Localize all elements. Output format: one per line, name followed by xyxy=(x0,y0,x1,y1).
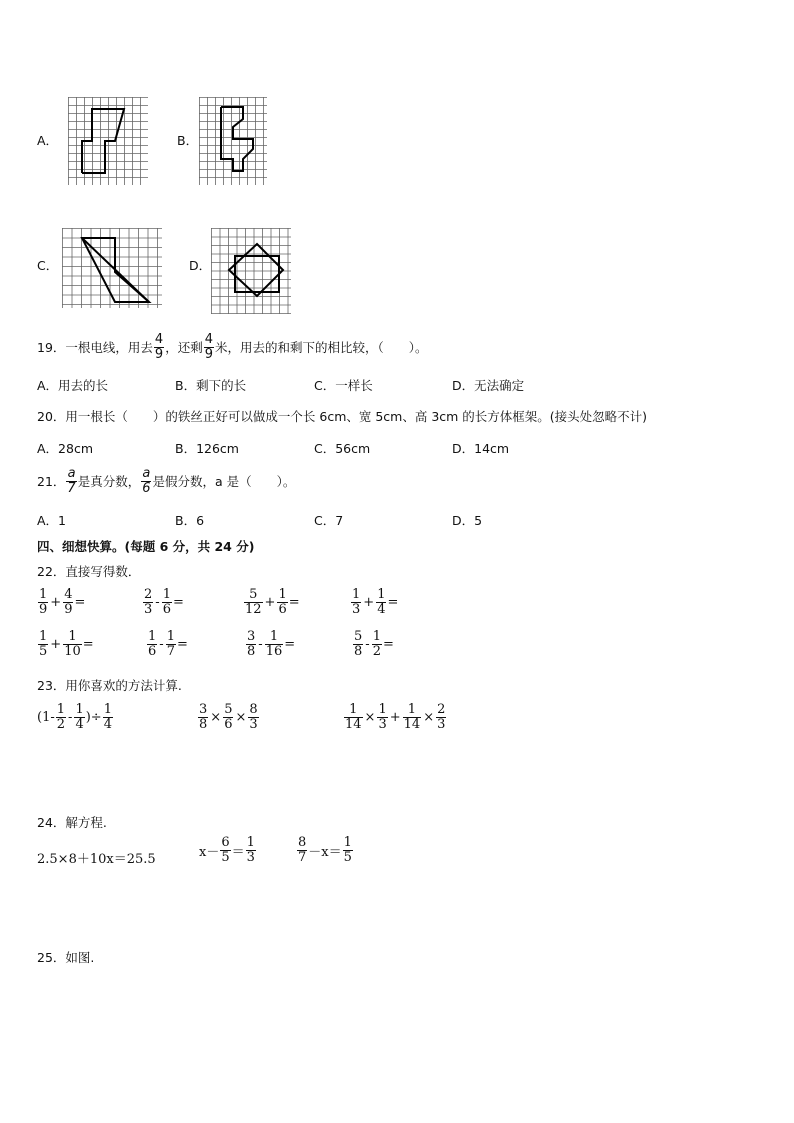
q22-item-7: $\frac{3}{8}$ - $\frac{1}{16}$ = xyxy=(247,629,296,659)
question-25-title: 25．如图. xyxy=(37,950,95,965)
q19-fraction-remaining: $\frac{4}{9}$ xyxy=(204,332,213,362)
q24-equation-1: 2.5×8＋10x＝25.5 xyxy=(37,852,156,867)
q22-item-1: $\frac{1}{9}$ + $\frac{4}{9}$ = xyxy=(39,587,86,617)
q19-option-a[interactable]: A．用去的长 xyxy=(37,378,109,393)
q22-item-3: $\frac{5}{12}$ + $\frac{1}{6}$ = xyxy=(245,587,300,617)
q23-expression-3: $\frac{1}{14}$ × $\frac{1}{3}$ + $\frac{1}{14}$ × $\frac{2}{3}$ xyxy=(345,702,446,732)
q21-option-d[interactable]: D．5 xyxy=(452,513,483,528)
section-4-heading: 四、细想快算。(每题 6 分，共 24 分) xyxy=(37,539,255,554)
q20-option-b[interactable]: B．126cm xyxy=(175,441,239,456)
question-19 xyxy=(37,333,428,361)
question-23-title: 23．用你喜欢的方法计算. xyxy=(37,678,182,693)
q21-option-c[interactable]: C．7 xyxy=(314,513,344,528)
q19-fraction-used: $\frac{4}{9}$ xyxy=(154,332,164,362)
question-24-title: 24．解方程. xyxy=(37,815,107,830)
q22-item-2: $\frac{2}{3}$ - $\frac{1}{6}$ = xyxy=(144,587,184,617)
q20-option-d[interactable]: D．14cm xyxy=(452,441,510,456)
q20-option-c[interactable]: C．56cm xyxy=(314,441,371,456)
option-b-label: B． xyxy=(177,133,199,148)
option-d-label: D． xyxy=(189,258,212,273)
option-b-grid-figure xyxy=(199,97,267,185)
q21-number: 21． xyxy=(37,474,66,490)
q19-number: 19． xyxy=(37,340,66,356)
q24-equation-3: $\frac{8}{7}$ －x＝ $\frac{1}{5}$ xyxy=(298,835,352,865)
option-d-grid-figure xyxy=(211,228,291,314)
q21-option-b[interactable]: B．6 xyxy=(175,513,205,528)
q19-text-part1: 一根电线，用去 xyxy=(65,340,153,356)
option-c-grid-figure xyxy=(62,228,162,308)
q19-option-d[interactable]: D．无法确定 xyxy=(452,378,525,393)
q21-fraction-a-over-7: $\frac{a}{7}$ xyxy=(67,466,76,496)
q23-expression-2: $\frac{3}{8}$ × $\frac{5}{6}$ × $\frac{8}{3}$ xyxy=(199,702,258,732)
option-a-grid-figure xyxy=(68,97,148,185)
q19-option-c[interactable]: C．一样长 xyxy=(314,378,373,393)
q21-text-part1: 是真分数， xyxy=(77,474,141,490)
q19-text-part2: ，还剩 xyxy=(165,340,203,356)
question-22-title: 22．直接写得数． xyxy=(37,564,141,579)
q22-item-6: $\frac{1}{6}$ - $\frac{1}{7}$ = xyxy=(148,629,188,659)
q19-option-b[interactable]: B．剩下的长 xyxy=(175,378,247,393)
option-c-label: C． xyxy=(37,258,59,273)
q22-item-8: $\frac{5}{8}$ - $\frac{1}{2}$ = xyxy=(354,629,394,659)
q19-text-part3: 米，用去的和剩下的相比较，（ ）。 xyxy=(215,340,428,356)
q22-item-4: $\frac{1}{3}$ + $\frac{1}{4}$ = xyxy=(352,587,399,617)
question-21 xyxy=(37,467,295,495)
q22-item-5: $\frac{1}{5}$ + $\frac{1}{10}$ = xyxy=(39,629,94,659)
q23-expression-1: (1- $\frac{1}{2}$ - $\frac{1}{4}$ )÷ $\frac{1}{4}$ xyxy=(37,702,112,732)
q21-fraction-a-over-6: $\frac{a}{6}$ xyxy=(142,466,151,496)
q20-option-a[interactable]: A．28cm xyxy=(37,441,94,456)
question-20: 20．用一根长（ ）的铁丝正好可以做成一个长 6cm、宽 5cm、高 3cm 的长方体框架。(接头处忽略不计) xyxy=(37,409,648,424)
q24-equation-2: x－ $\frac{6}{5}$ ＝ $\frac{1}{3}$ xyxy=(199,835,255,865)
q21-text-part2: 是假分数，a 是（ ）。 xyxy=(152,474,296,490)
option-a-label: A． xyxy=(37,133,59,148)
q21-option-a[interactable]: A．1 xyxy=(37,513,67,528)
